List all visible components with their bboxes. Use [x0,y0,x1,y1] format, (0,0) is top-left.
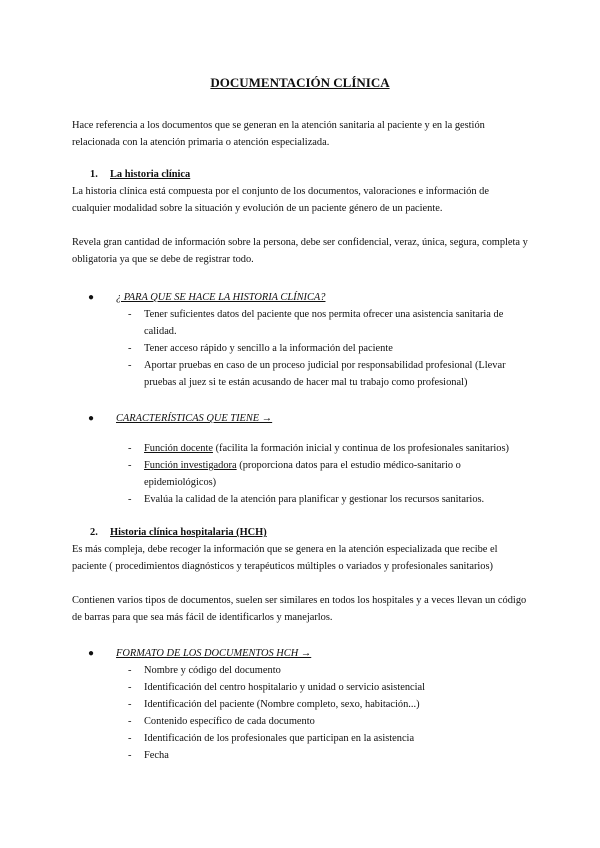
dash-list-formato [72,662,528,764]
section-heading-text: Historia clínica hospitalaria (HCH) [110,527,267,538]
section1-paragraph-1: La historia clínica está compuesta por el conjunto de los documentos, valoraciones e información de cualquier modalidad sobre la situación y evolución de un paciente género de un paciente. [72,186,489,214]
list-item: - Tener suficientes datos del paciente que nos permita ofrecer una asistencia sanitaria de calidad. [128,309,504,337]
bullet-icon: ● [88,292,95,303]
bullet-caracteristicas [72,410,528,427]
list-item: - Aportar pruebas en caso de un proceso judicial por responsabilidad profesional (Llevar pruebas al juez si te están acusando de hacer mal tu trabajo como profesional) [128,360,506,388]
section-heading-historia-clinica [72,166,528,183]
bullet-label: CARACTERÍSTICAS QUE TIENE → [116,413,273,424]
bullet-formato [72,645,528,662]
bullet-label: FORMATO DE LOS DOCUMENTOS HCH → [116,648,312,659]
list-item: - Función investigadora (proporciona datos para el estudio médico-sanitario o epidemiológicos) [128,460,461,488]
document-page [72,74,528,764]
list-item: - Fecha [128,750,169,761]
list-item: - Identificación del paciente (Nombre completo, sexo, habitación...) [128,699,420,710]
intro-paragraph: Hace referencia a los documentos que se generan en la atención sanitaria al paciente y en la gestión relacionada con la atención primaria o atención especializada. [72,120,485,148]
dash-list-para-que [72,306,528,391]
list-item: - Identificación del centro hospitalario y unidad o servicio asistencial [128,682,426,693]
document-title: DOCUMENTACIÓN CLÍNICA [210,75,390,90]
section-heading-hch [72,524,528,541]
list-item: - Tener acceso rápido y sencillo a la información del paciente [128,343,393,354]
section2-paragraph-2: Contienen varios tipos de documentos, suelen ser similares en todos los hospitales y a veces llevan un código de barras para que sea más fácil de identificarlos y manejarlos. [72,595,527,623]
list-item: - Función docente (facilita la formación inicial y continua de los profesionales sanitarios) [128,443,510,454]
list-item: - Contenido específico de cada documento [128,716,315,727]
bullet-icon: ● [88,648,95,659]
bullet-icon: ● [88,413,95,424]
section-number: 2. [90,527,98,538]
section-number: 1. [90,169,98,180]
list-item: - Nombre y código del documento [128,665,281,676]
bullet-label: ¿ PARA QUE SE HACE LA HISTORIA CLÍNICA? [116,292,326,303]
list-item: - Evalúa la calidad de la atención para planificar y gestionar los recursos sanitarios. [128,494,485,505]
dash-list-caracteristicas [72,440,528,508]
section2-paragraph-1: Es más compleja, debe recoger la información que se genera en la atención especializada que recibe el paciente ( procedimientos diagnósticos y terapéuticos múltiples o variados y profesionales sanitarios) [72,544,498,572]
list-item: - Identificación de los profesionales que participan en la asistencia [128,733,415,744]
bullet-para-que [72,289,528,306]
section1-paragraph-2: Revela gran cantidad de información sobre la persona, debe ser confidencial, veraz, única, segura, completa y obligatoria ya que se debe de registrar todo. [72,237,528,265]
section-heading-text: La historia clínica [110,169,191,180]
